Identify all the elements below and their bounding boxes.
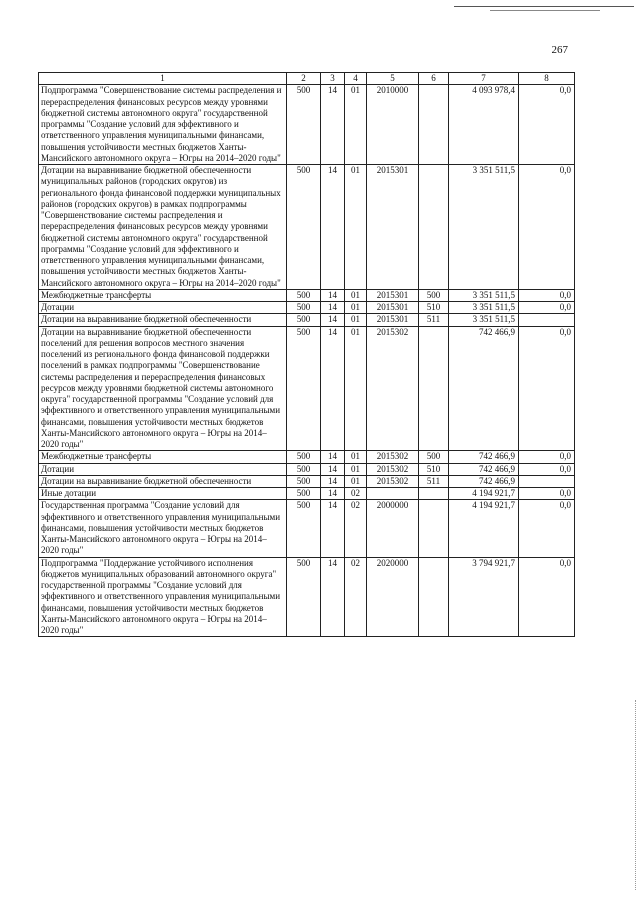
- cell-ministry: 500: [287, 302, 321, 314]
- cell-ministry: 500: [287, 289, 321, 301]
- column-header: 3: [321, 73, 345, 85]
- cell-amount: 742 466,9: [449, 475, 519, 487]
- cell-expense-type: 510: [419, 463, 449, 475]
- table-header-row: [39, 73, 575, 85]
- scan-edge-mark: [633, 700, 636, 890]
- cell-expense-type: 500: [419, 451, 449, 463]
- row-name: Дотации на выравнивание бюджетной обеспеченности муниципальных районов (городских округов) из регионального фонда финансовой поддержки муниципальных районов (городских округов) в рамках подпрограммы "Совершенствование системы распределения и перераспределения финансовых ресурсов между уровнями бюджетной системы автономного округа" государственной программы "Создание условий для эффективного и ответственного управления муниципальными финансами, повышения устойчивости местных бюджетов Ханты-Мансийского автономного округа – Югры на 2014–2020 годы": [39, 165, 287, 290]
- cell-ministry: 500: [287, 451, 321, 463]
- cell-expense-type: [419, 165, 449, 290]
- page-number: 267: [551, 44, 568, 56]
- scan-edge-line: [454, 6, 634, 7]
- cell-amount-2: 0,0: [519, 289, 575, 301]
- cell-section: 14: [321, 500, 345, 557]
- cell-subsection: 01: [345, 475, 367, 487]
- cell-amount-2: 0,0: [519, 500, 575, 557]
- cell-amount: 3 351 511,5: [449, 314, 519, 326]
- table-row: [39, 302, 575, 314]
- cell-amount: 4 093 978,4: [449, 85, 519, 165]
- cell-amount-2: 0,0: [519, 85, 575, 165]
- table-row: [39, 314, 575, 326]
- cell-amount: 3 351 511,5: [449, 165, 519, 290]
- table-row: [39, 451, 575, 463]
- cell-ministry: 500: [287, 500, 321, 557]
- row-name: Подпрограмма "Поддержание устойчивого исполнения бюджетов муниципальных образований автономного округа" государственной программы "Создание условий для эффективного и ответственного управления муниципальными финансами, повышения устойчивости местных бюджетов Ханты-Мансийского автономного округа – Югры на 2014–2020 годы": [39, 557, 287, 637]
- table-row: [39, 488, 575, 500]
- column-header: 8: [519, 73, 575, 85]
- cell-subsection: 01: [345, 451, 367, 463]
- cell-ministry: 500: [287, 165, 321, 290]
- cell-section: 14: [321, 85, 345, 165]
- cell-target-article: 2010000: [367, 85, 419, 165]
- table-row: [39, 289, 575, 301]
- cell-subsection: 01: [345, 289, 367, 301]
- row-name: Межбюджетные трансферты: [39, 451, 287, 463]
- cell-amount: 4 194 921,7: [449, 488, 519, 500]
- cell-target-article: [367, 488, 419, 500]
- cell-ministry: 500: [287, 314, 321, 326]
- cell-section: 14: [321, 165, 345, 290]
- cell-expense-type: 511: [419, 475, 449, 487]
- cell-section: 14: [321, 463, 345, 475]
- cell-section: 14: [321, 289, 345, 301]
- row-name: Дотации на выравнивание бюджетной обеспеченности: [39, 314, 287, 326]
- cell-subsection: 01: [345, 463, 367, 475]
- cell-amount: 742 466,9: [449, 326, 519, 451]
- cell-ministry: 500: [287, 475, 321, 487]
- row-name: Подпрограмма "Совершенствование системы распределения и перераспределения финансовых ресурсов между уровнями бюджетной системы автономного округа" государственной программы "Создание условий для эффективного и ответственного управления муниципальными финансами, повышения устойчивости местных бюджетов Ханты-Мансийского автономного округа – Югры на 2014–2020 годы": [39, 85, 287, 165]
- cell-ministry: 500: [287, 557, 321, 637]
- table-row: [39, 85, 575, 165]
- cell-subsection: 01: [345, 165, 367, 290]
- cell-expense-type: 510: [419, 302, 449, 314]
- cell-expense-type: [419, 85, 449, 165]
- cell-subsection: 02: [345, 500, 367, 557]
- cell-ministry: 500: [287, 488, 321, 500]
- cell-section: 14: [321, 475, 345, 487]
- cell-subsection: 01: [345, 302, 367, 314]
- column-header: 1: [39, 73, 287, 85]
- row-name: Государственная программа "Создание условий для эффективного и ответственного управления муниципальными финансами, повышения устойчивости местных бюджетов Ханты-Мансийского автономного округа – Югры на 2014–2020 годы": [39, 500, 287, 557]
- cell-section: 14: [321, 451, 345, 463]
- cell-target-article: 2015301: [367, 302, 419, 314]
- cell-section: 14: [321, 326, 345, 451]
- cell-expense-type: 500: [419, 289, 449, 301]
- cell-expense-type: [419, 326, 449, 451]
- cell-amount: 4 194 921,7: [449, 500, 519, 557]
- cell-amount-2: 0,0: [519, 557, 575, 637]
- cell-amount-2: 0,0: [519, 165, 575, 290]
- table-row: [39, 165, 575, 290]
- budget-table: [38, 72, 575, 637]
- cell-amount: 3 351 511,5: [449, 289, 519, 301]
- cell-subsection: 01: [345, 85, 367, 165]
- cell-amount-2: [519, 314, 575, 326]
- row-name: Дотации: [39, 302, 287, 314]
- cell-target-article: 2000000: [367, 500, 419, 557]
- cell-amount-2: 0,0: [519, 463, 575, 475]
- row-name: Иные дотации: [39, 488, 287, 500]
- cell-subsection: 02: [345, 557, 367, 637]
- row-name: Дотации на выравнивание бюджетной обеспеченности поселений для решения вопросов местного значения поселений из регионального фонда финансовой поддержки поселений в рамках подпрограммы "Совершенствование системы распределения и перераспределения финансовых ресурсов между уровнями бюджетной системы автономного округа" государственной программы "Создание условий для эффективного и ответственного управления муниципальными финансами, повышения устойчивости местных бюджетов Ханты-Мансийского автономного округа – Югры на 2014–2020 годы": [39, 326, 287, 451]
- cell-amount-2: [519, 475, 575, 487]
- cell-expense-type: 511: [419, 314, 449, 326]
- table-row: [39, 557, 575, 637]
- cell-section: 14: [321, 557, 345, 637]
- cell-ministry: 500: [287, 85, 321, 165]
- cell-amount-2: 0,0: [519, 488, 575, 500]
- cell-amount: 742 466,9: [449, 463, 519, 475]
- cell-amount-2: 0,0: [519, 326, 575, 451]
- cell-target-article: 2015302: [367, 475, 419, 487]
- row-name: Дотации на выравнивание бюджетной обеспеченности: [39, 475, 287, 487]
- cell-target-article: 2015302: [367, 326, 419, 451]
- column-header: 2: [287, 73, 321, 85]
- cell-expense-type: [419, 488, 449, 500]
- cell-target-article: 2015302: [367, 463, 419, 475]
- cell-target-article: 2015301: [367, 289, 419, 301]
- scan-edge-line: [490, 10, 600, 11]
- cell-ministry: 500: [287, 463, 321, 475]
- cell-amount: 3 794 921,7: [449, 557, 519, 637]
- cell-target-article: 2015301: [367, 165, 419, 290]
- table-row: [39, 475, 575, 487]
- column-header: 4: [345, 73, 367, 85]
- table-row: [39, 463, 575, 475]
- cell-subsection: 01: [345, 326, 367, 451]
- table-row: [39, 326, 575, 451]
- cell-target-article: 2015301: [367, 314, 419, 326]
- cell-expense-type: [419, 557, 449, 637]
- cell-amount: 742 466,9: [449, 451, 519, 463]
- cell-amount-2: 0,0: [519, 451, 575, 463]
- cell-amount-2: 0,0: [519, 302, 575, 314]
- cell-section: 14: [321, 314, 345, 326]
- table-row: [39, 500, 575, 557]
- cell-section: 14: [321, 488, 345, 500]
- column-header: 6: [419, 73, 449, 85]
- cell-target-article: 2015302: [367, 451, 419, 463]
- cell-subsection: 01: [345, 314, 367, 326]
- column-header: 5: [367, 73, 419, 85]
- row-name: Дотации: [39, 463, 287, 475]
- cell-ministry: 500: [287, 326, 321, 451]
- cell-subsection: 02: [345, 488, 367, 500]
- row-name: Межбюджетные трансферты: [39, 289, 287, 301]
- cell-expense-type: [419, 500, 449, 557]
- cell-target-article: 2020000: [367, 557, 419, 637]
- cell-section: 14: [321, 302, 345, 314]
- column-header: 7: [449, 73, 519, 85]
- cell-amount: 3 351 511,5: [449, 302, 519, 314]
